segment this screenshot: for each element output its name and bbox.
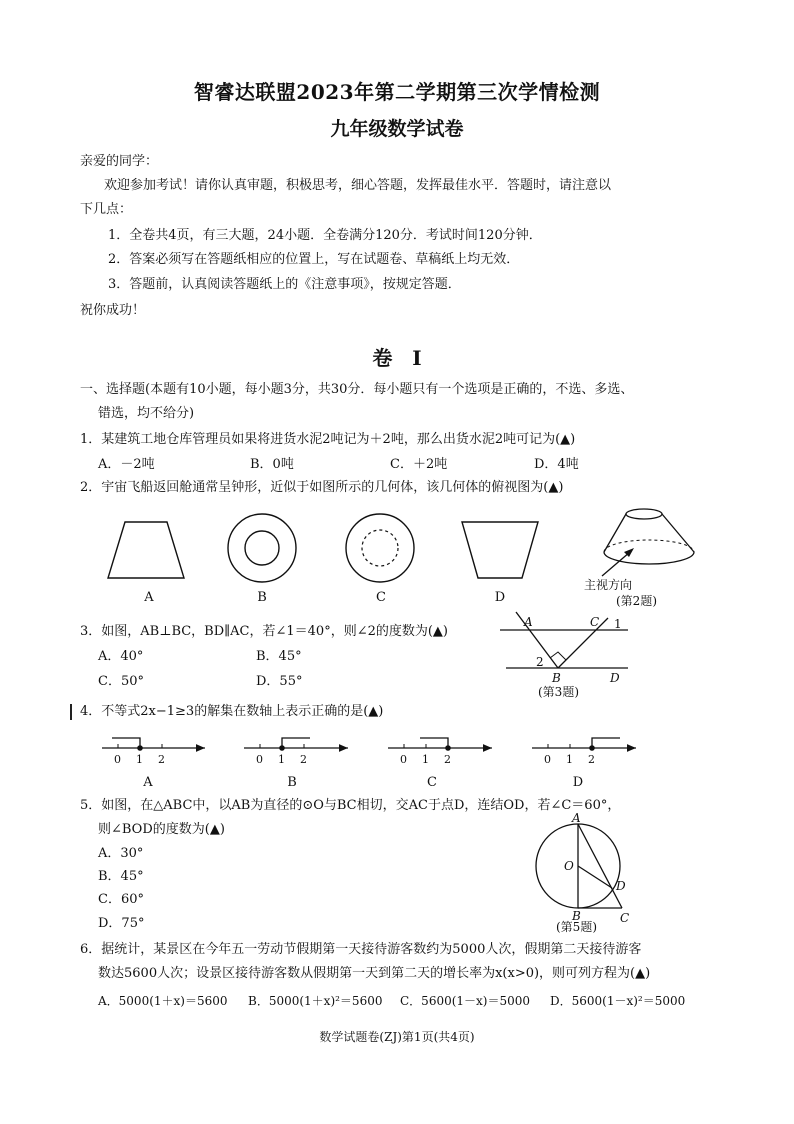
q4-b-tick-0: 0 bbox=[256, 753, 263, 766]
q2-caption: (第2题) bbox=[616, 594, 657, 608]
q2-frustum bbox=[604, 509, 694, 564]
q2-label-a: A bbox=[144, 590, 154, 605]
q3-point-a: A bbox=[524, 615, 533, 629]
q4-d-tick-2: 2 bbox=[588, 753, 595, 766]
q4-c-tick-1: 1 bbox=[422, 753, 429, 766]
closing: 祝你成功！ bbox=[80, 303, 146, 318]
q5-figure bbox=[530, 810, 640, 925]
q3-angle-1: 1 bbox=[614, 617, 622, 631]
q2-label-d: D bbox=[494, 590, 506, 605]
note-1: 1．全卷共4页，有三大题，24小题．全卷满分120分．考试时间120分钟． bbox=[108, 228, 542, 243]
q4-label-b: B bbox=[287, 775, 297, 790]
q4-b-tick-2: 2 bbox=[300, 753, 307, 766]
q5-stem-line-1: 5．如图，在△ABC中，以AB为直径的⊙O与BC相切，交AC于点D，连结OD，若∠C＝60°， bbox=[80, 798, 621, 813]
q2-figure-b-outer-circle bbox=[228, 514, 296, 582]
q4-line-b bbox=[244, 738, 348, 751]
q4-label-c: C bbox=[427, 775, 437, 790]
q3-option-a: A．40° bbox=[98, 649, 144, 664]
q2-figures bbox=[0, 500, 794, 620]
q5-point-o: O bbox=[564, 859, 574, 873]
volume-heading: 卷 I bbox=[372, 346, 422, 370]
page-subtitle: 九年级数学试卷 bbox=[330, 118, 464, 140]
q1-stem: 1．某建筑工地仓库管理员如果将进货水泥2吨记为＋2吨，那么出货水泥2吨可记为(▲) bbox=[80, 432, 576, 447]
q6-option-a: A．5000(1＋x)＝5600 bbox=[98, 994, 228, 1008]
q6-stem-line-2: 数达5600人次；设景区接待游客数从假期第一天到第二天的增长率为x(x>0)，则可列方程为(▲) bbox=[98, 966, 651, 981]
q3-stem: 3．如图，AB⊥BC，BD∥AC，若∠1＝40°，则∠2的度数为(▲) bbox=[80, 624, 449, 639]
q4-line-a bbox=[102, 738, 205, 751]
note-2: 2．答案必须写在答题纸相应的位置上，写在试题卷、草稿纸上均无效． bbox=[108, 252, 520, 267]
q1-option-c: C．＋2吨 bbox=[390, 457, 448, 472]
q4-stem: 4．不等式2x−1≥3的解集在数轴上表示正确的是(▲) bbox=[80, 704, 384, 719]
q3-point-b: B bbox=[552, 671, 561, 685]
section-heading-line-1: 一、选择题(本题有10小题，每小题3分，共30分．每小题只有一个选项是正确的，不选、多选、 bbox=[80, 382, 634, 397]
q2-figure-c-dashed-circle bbox=[362, 530, 398, 566]
q3-option-b: B．45° bbox=[256, 649, 302, 664]
q4-a-tick-1: 1 bbox=[136, 753, 143, 766]
q2-label-b: B bbox=[257, 590, 267, 605]
greeting: 亲爱的同学： bbox=[80, 154, 159, 169]
q5-option-a: A．30° bbox=[98, 846, 144, 861]
q2-figure-c-outer-circle bbox=[346, 514, 414, 582]
q4-c-tick-2: 2 bbox=[444, 753, 451, 766]
q2-figure-b-inner-circle bbox=[245, 531, 279, 565]
q5-stem-line-2: 则∠BOD的度数为(▲) bbox=[98, 822, 225, 837]
q6-option-c: C．5600(1－x)＝5000 bbox=[400, 994, 531, 1008]
q6-option-b: B．5000(1＋x)²＝5600 bbox=[248, 994, 383, 1008]
q5-option-d: D．75° bbox=[98, 916, 145, 931]
intro-line-1: 欢迎参加考试！请你认真审题，积极思考，细心答题，发挥最佳水平．答题时，请注意以 bbox=[104, 178, 612, 193]
q3-caption: (第3题) bbox=[538, 685, 579, 699]
q5-option-c: C．60° bbox=[98, 892, 144, 907]
page-title: 智睿达联盟2023年第二学期第三次学情检测 bbox=[193, 80, 601, 104]
q6-option-d: D．5600(1－x)²＝5000 bbox=[550, 994, 686, 1008]
q4-a-tick-0: 0 bbox=[114, 753, 121, 766]
q2-stem: 2．宇宙飞船返回舱通常呈钟形，近似于如图所示的几何体，该几何体的俯视图为(▲) bbox=[80, 480, 564, 495]
q5-point-b: B bbox=[572, 909, 581, 923]
q2-figure-d-inverted-trapezoid bbox=[462, 522, 538, 578]
note-3: 3．答题前，认真阅读答题纸上的《注意事项》，按规定答题． bbox=[108, 277, 461, 292]
q6-stem-line-1: 6．据统计，某景区在今年五一劳动节假期第一天接待游客数约为5000人次，假期第二天接待游客 bbox=[80, 942, 642, 957]
q5-point-d: D bbox=[616, 879, 626, 893]
q5-point-c: C bbox=[620, 911, 630, 925]
q3-angle-2: 2 bbox=[536, 655, 544, 669]
page-footer: 数学试题卷(ZJ)第1页(共4页) bbox=[319, 1030, 475, 1044]
q1-option-d: D．4吨 bbox=[534, 457, 579, 472]
q3-option-d: D．55° bbox=[256, 674, 303, 689]
q3-point-d: D bbox=[610, 671, 620, 685]
margin-mark bbox=[70, 704, 72, 720]
q4-c-tick-0: 0 bbox=[400, 753, 407, 766]
q4-a-tick-2: 2 bbox=[158, 753, 165, 766]
q1-option-b: B．0吨 bbox=[250, 457, 294, 472]
section-heading-line-2: 错选，均不给分) bbox=[98, 406, 195, 421]
q5-option-b: B．45° bbox=[98, 869, 144, 884]
q1-option-a: A．－2吨 bbox=[98, 457, 155, 472]
q3-figure bbox=[500, 612, 640, 692]
q2-direction-arrow bbox=[602, 548, 634, 576]
q2-direction-label: 主视方向 bbox=[584, 578, 633, 592]
q3-option-c: C．50° bbox=[98, 674, 144, 689]
q4-label-a: A bbox=[143, 775, 153, 790]
q5-point-a: A bbox=[572, 811, 581, 825]
q4-d-tick-0: 0 bbox=[544, 753, 551, 766]
q4-line-d bbox=[532, 738, 636, 751]
q2-figure-a-trapezoid bbox=[108, 522, 184, 578]
q3-point-c: C bbox=[590, 615, 600, 629]
q4-label-d: D bbox=[572, 775, 584, 790]
q4-d-tick-1: 1 bbox=[566, 753, 573, 766]
intro-line-2: 下几点： bbox=[80, 202, 133, 217]
q4-b-tick-1: 1 bbox=[278, 753, 285, 766]
q5-caption: (第5题) bbox=[556, 920, 597, 934]
q2-label-c: C bbox=[376, 590, 386, 605]
q4-line-c bbox=[388, 738, 492, 751]
